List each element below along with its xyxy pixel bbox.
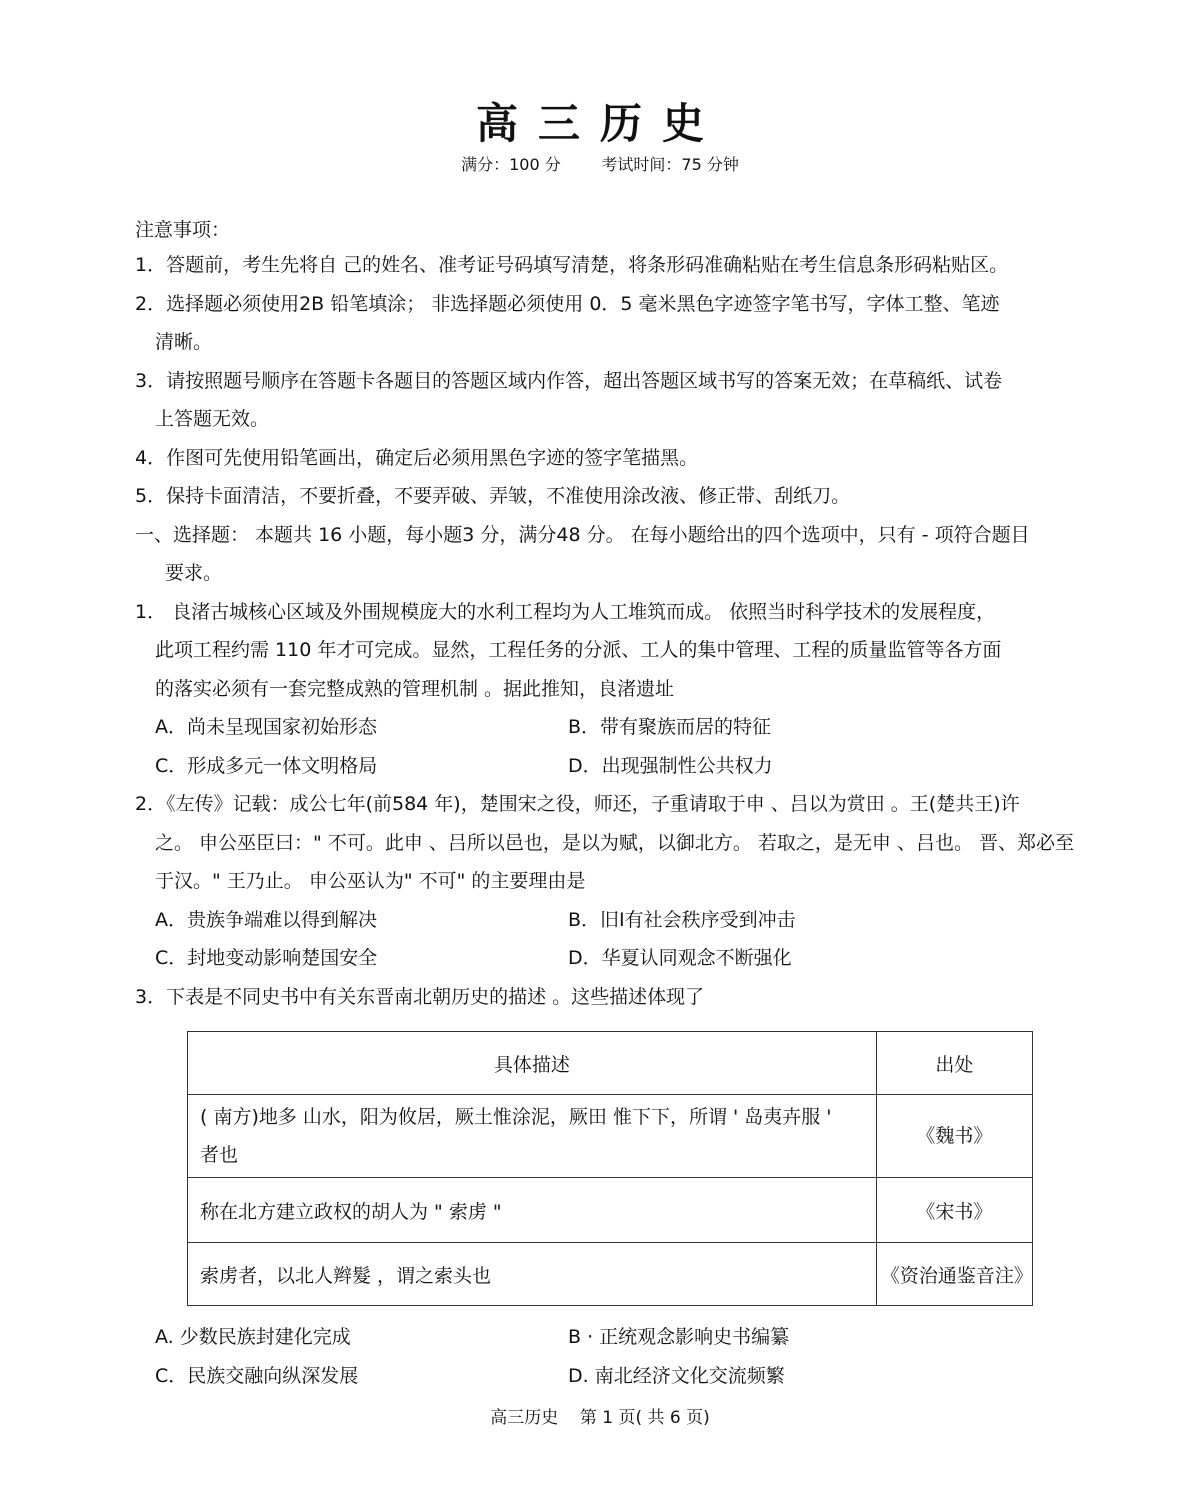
question-1-options-row — [135, 708, 1075, 747]
exam-title: 高三历史 — [475, 99, 724, 148]
table-cell-description: 索虏者，以北人辫髮 ，谓之索头也 — [188, 1243, 877, 1306]
table-header-cell: 出处 — [876, 1032, 1032, 1095]
notice-item-continuation: 上答题无效。 — [155, 408, 270, 430]
notice-item: 5．保持卡面清洁，不要折叠，不要弄破、弄皱，不准使用涂改液、修正带、刮纸刀。 — [135, 485, 851, 507]
table-cell-description — [188, 1095, 877, 1178]
option-b: B · 正统观念影响史书编纂 — [568, 1326, 790, 1348]
section-heading-continuation: 要求。 — [165, 562, 223, 584]
notice-item: 3．请按照题号顺序在答题卡各题目的答题区域内作答，超出答题区域书写的答案无效；在草稿纸、试卷 — [135, 369, 1003, 392]
question-1-options-row — [135, 747, 1075, 786]
table-header-cell: 具体描述 — [188, 1032, 877, 1095]
question-2-stem: 2．《左传》记载：成公七年(前584 年)，楚围宋之役，师还，子重请取于申 、吕以为赏田 。王(楚共王)许 — [135, 793, 1020, 815]
question-2-options-row — [135, 901, 1075, 940]
exam-body — [135, 214, 1075, 1016]
table-cell-source: 《资治通鉴音注》 — [876, 1243, 1032, 1306]
table-cell-source: 《魏书》 — [876, 1095, 1032, 1178]
option-b: B．旧I有社会秩序受到冲击 — [568, 908, 796, 931]
option-a: A．贵族争端难以得到解决 — [155, 908, 377, 931]
notice-item-continuation: 清晰。 — [155, 331, 213, 353]
table-row — [188, 1095, 1033, 1178]
question-3-stem: 3．下表是不同史书中有关东晋南北朝历史的描述 。这些描述体现了 — [135, 985, 705, 1008]
table-row — [188, 1178, 1033, 1243]
question-2-stem: 之。 申公巫臣曰：" 不可。此申 、吕所以邑也，是以为赋，以御北方。 若取之，是无申 、吕也。 晋、郑必至 — [155, 831, 1074, 854]
option-c: C．民族交融向纵深发展 — [155, 1364, 359, 1387]
option-d: D．出现强制性公共权力 — [568, 754, 773, 777]
question-2-options-row — [135, 939, 1075, 978]
question-3-options — [135, 1318, 1075, 1395]
description-line: ( 南方)地多 山水，阳为攸居，厥土惟涂泥，厥田 惟下下，所谓 ' 岛夷卉服 ' — [200, 1106, 832, 1128]
table-cell-source: 《宋书》 — [876, 1178, 1032, 1243]
notice-item: 2．选择题必须使用2B 铅笔填涂； 非选择题必须使用 0．5 毫米黑色字迹签字笔书写，字体工整、笔迹 — [135, 292, 1000, 315]
option-d: D. 南北经济文化交流频繁 — [568, 1364, 785, 1387]
table-header-row — [188, 1032, 1033, 1095]
table-cell-description: 称在北方建立政权的胡人为 " 索虏 " — [188, 1178, 877, 1243]
option-c: C．形成多元一体文明格局 — [155, 754, 378, 777]
option-b: B．带有聚族而居的特征 — [568, 716, 772, 738]
option-a: A．尚未呈现国家初始形态 — [155, 716, 377, 738]
question-3-options-row — [135, 1357, 1075, 1396]
table-row — [188, 1243, 1033, 1306]
page-footer: 高三历史 第 1 页( 共 6 页) — [490, 1408, 710, 1428]
section-heading: 一、选择题： 本题共 16 小题，每小题3 分，满分48 分。 在每小题给出的四个选项中，只有 - 项符合题目 — [135, 523, 1030, 546]
question-2-stem: 于汉。" 王乃止。 申公巫认为" 不可" 的主要理由是 — [155, 870, 586, 892]
question-1-stem: 此项工程约需 110 年才可完成。显然，工程任务的分派、工人的集中管理、工程的质量监管等各方面 — [155, 639, 1002, 661]
question-1-stem: 的落实必须有一套完整成熟的管理机制 。据此推知，良渚遗址 — [155, 677, 675, 700]
option-a: A. 少数民族封建化完成 — [155, 1326, 351, 1348]
question-1-stem: 1． 良渚古城核心区域及外围规模庞大的水利工程均为人工堆筑而成。 依照当时科学技术的发展程度， — [135, 600, 996, 623]
option-c: C．封地变动影响楚国安全 — [155, 947, 378, 969]
option-d: D．华夏认同观念不断强化 — [568, 947, 792, 969]
source-table — [187, 1031, 1033, 1306]
exam-subtitle: 满分：100 分 考试时间：75 分钟 — [461, 155, 739, 174]
notice-item: 1．答题前，考生先将自 己的姓名、准考证号码填写清楚，将条形码准确粘贴在考生信息条形码粘贴区。 — [135, 254, 1009, 276]
notice-item: 4．作图可先使用铅笔画出，确定后必须用黑色字迹的签字笔描黑。 — [135, 446, 699, 469]
description-line: 者也 — [200, 1144, 239, 1166]
notice-heading: 注意事项： — [135, 219, 231, 241]
question-3-options-row — [135, 1318, 1075, 1357]
